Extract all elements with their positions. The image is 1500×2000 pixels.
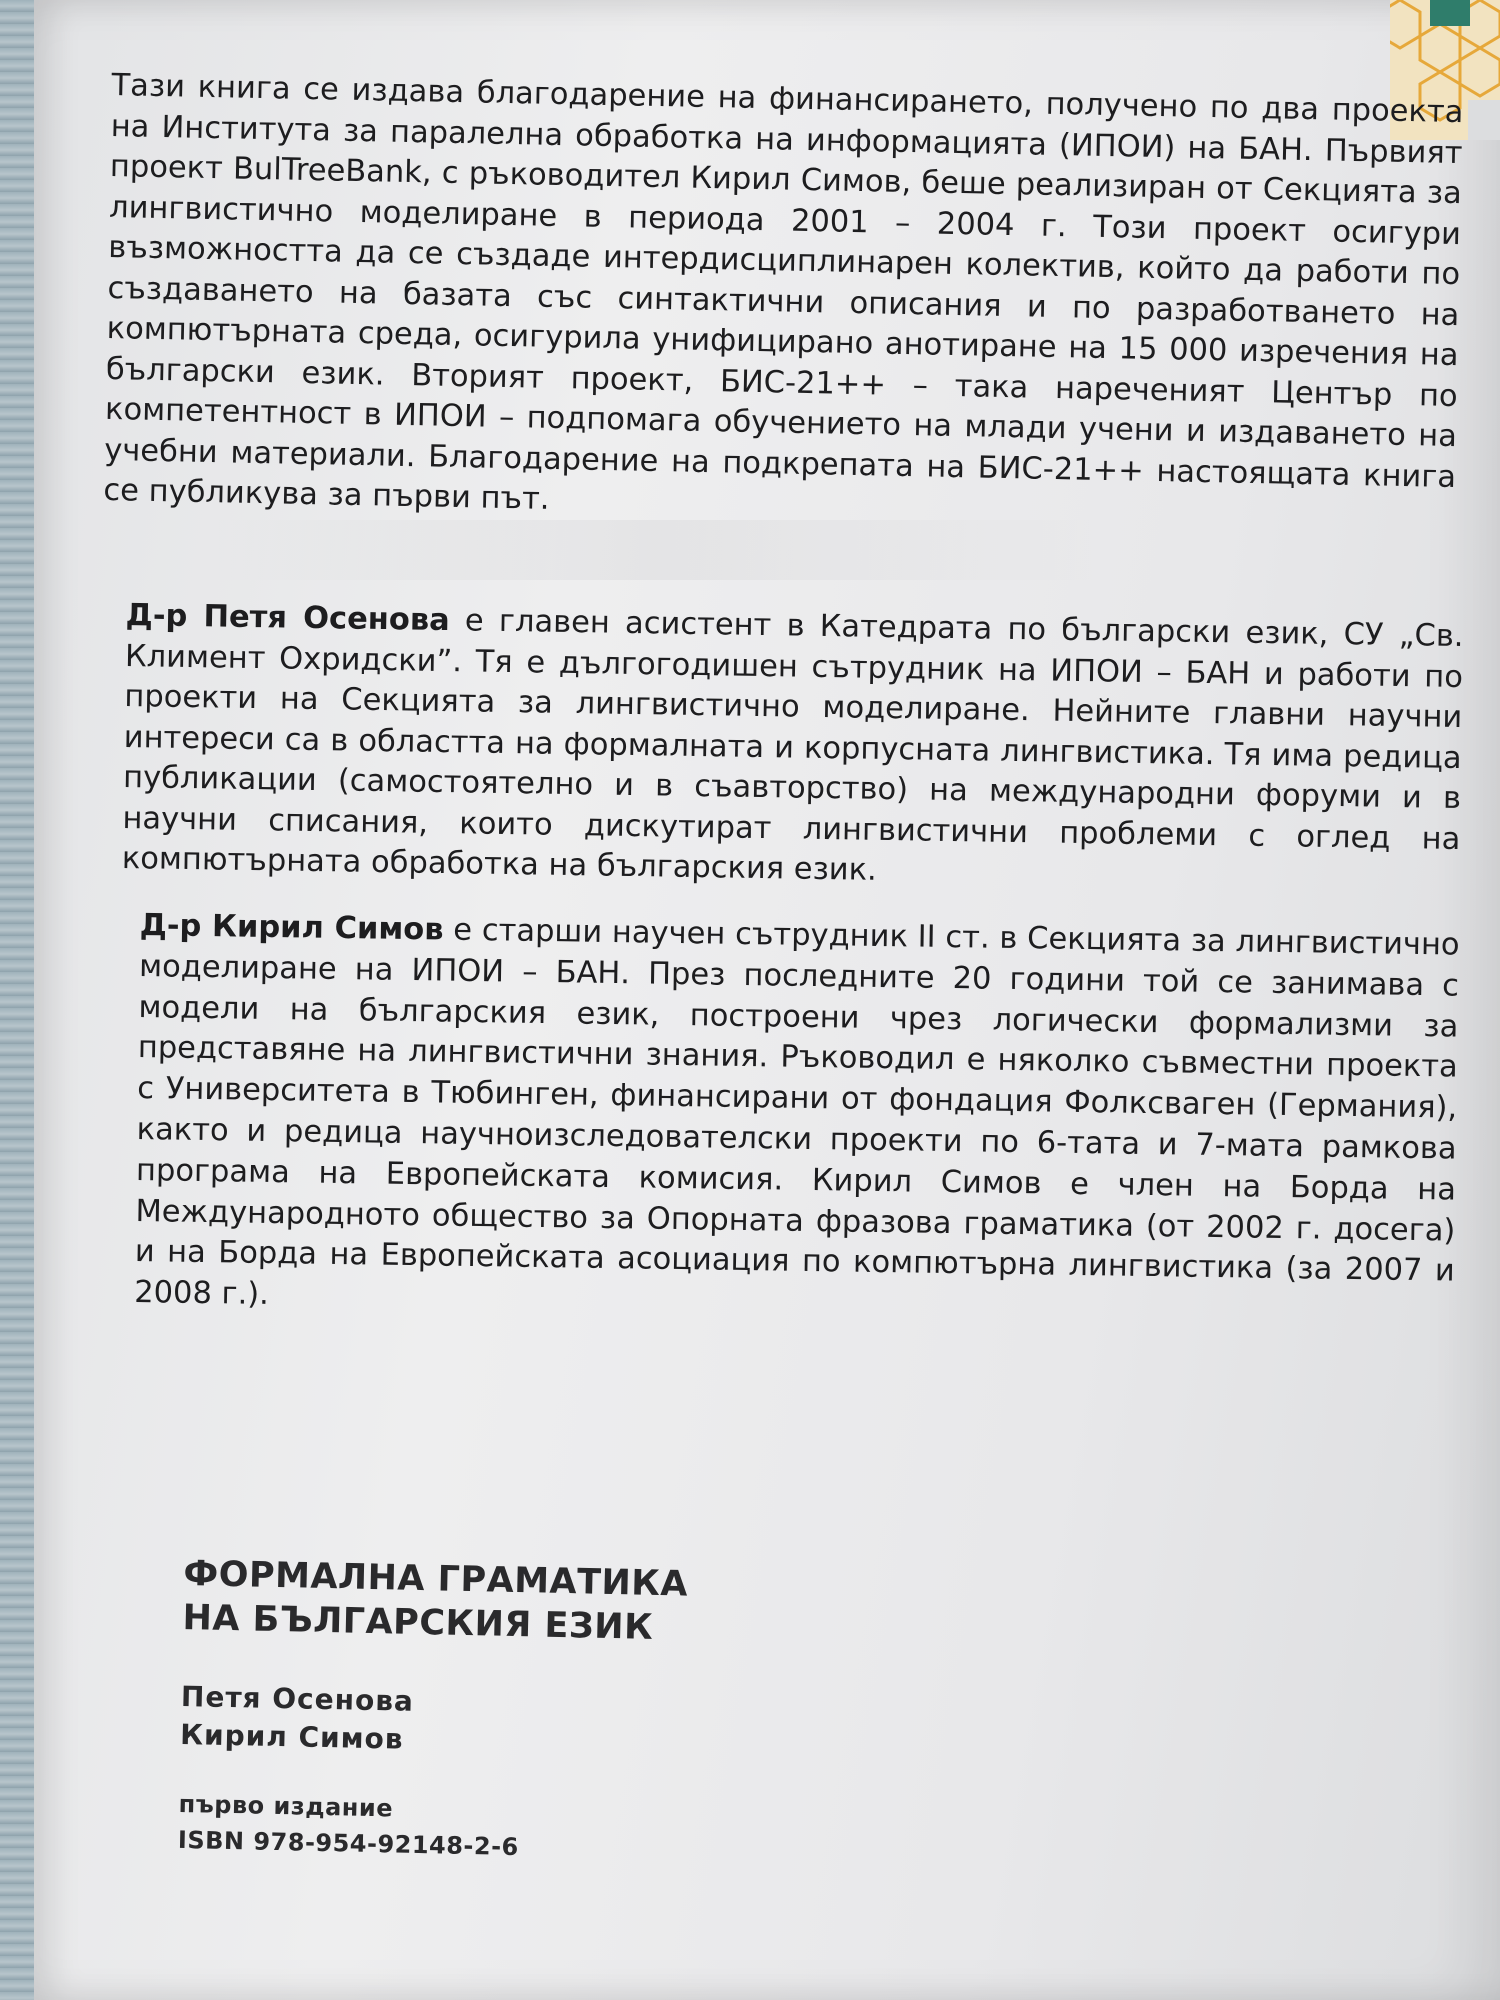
book-title-line-2: НА БЪЛГАРСКИЯ ЕЗИК [182,1597,654,1648]
author-osenova-paragraph [122,596,1464,900]
edition-label: първо издание [178,1789,394,1823]
isbn-number: ISBN 978-954-92148-2-6 [177,1825,520,1862]
author-name-2: Кирил Симов [179,1717,404,1756]
author-osenova-bio: е главен асистент в Катедрата по български език, СУ „Св. Климент Охридски”. Тя е дългогодишен сътрудник на ИПОИ – БАН и работи по проекти на Секцията за лингвистично моделиране. Нейните главни научни интереси са в областта на формалната и корпусната лингвистика. Тя има редица публикации (самостоятелно и в съавторство) на международни форуми и в научни списания, които дискутират лингвистични проблеми с оглед на компютърната обработка на българския език. [121,603,1464,888]
book-page [34,0,1500,2000]
book-title-line-1: ФОРМАЛНА ГРАМАТИКА [183,1553,689,1605]
funding-paragraph-text: Тази книга се издава благодарение на финансирането, получено по два проекта на Института за паралелна обработка на информацията (ИПОИ) на БАН. Първият проект BulTreeBank, с ръководител Кирил Симов, беше реализиран от Секцията за лингвистично моделиране в периода 2001 – 2004 г. Този проект осигури възможността да се създаде интердисциплинарен колектив, който да работи по създаването на базата със синтактични описания и по разработването на компютърната среда, осигурила унифицирано анотиране на 15 000 изречения на български език. Вторият проект, БИС-21++ – така нареченият Център по компетентност в ИПОИ – подпомага обучението на млади учени и издаването на учебни материали. Благодарение на подкрепата на БИС-21++ настоящата книга се публикува за първи път. [103,67,1464,517]
bleed-through-shadow [204,520,1104,580]
author-name-1: Петя Осенова [180,1679,415,1718]
funding-paragraph [103,66,1464,539]
author-simov-name: Д-р Кирил Симов [139,907,444,948]
author-simov-paragraph [134,906,1460,1334]
author-simov-bio: е старши научен сътрудник II ст. в Секцията за лингвистично моделиране на ИПОИ – БАН. През последните 20 години той се занимава с модели на българския език, построени чрез логически формализми за представяне на лингвистични знания. Ръководил е няколко съвместни проекта с Университета в Тюбинген, финансирани от фондация Фолксваген (Германия), както и редица научноизследователски проекти по 6-тата и 7-мата рамкова програма на Европейската комисия. Кирил Симов е член на Борда на Международното общество за Опорната фразова граматика (от 2002 г. досега) и на Борда на Европейската асоциация по компютърна лингвистика (за 2007 и 2008 г.). [134,912,1460,1313]
authors-list [180,1678,686,1765]
page-stack-edge [0,0,34,2000]
edition-info [178,1786,684,1869]
author-osenova-name: Д-р Петя Осенова [125,597,450,639]
colophon-block [178,1552,689,1868]
